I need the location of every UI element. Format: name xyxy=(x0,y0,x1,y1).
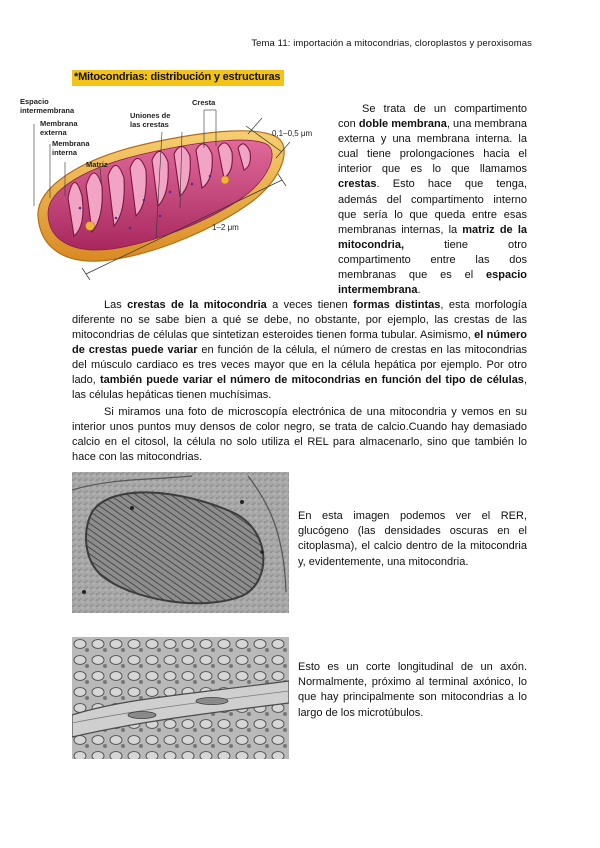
label-cresta: Cresta xyxy=(192,98,216,107)
intro-paragraph: Se trata de un compartimento con doble membrana, una membrana externa y una membrana interna. la cual tiene prolongaciones hacia el interior que es lo que llamamos crestas. Esto hace que tenga, además del compartimento interno que sería lo que queda entre esas membranas internas, la matriz de la mitocondria, tiene otro compartimento entre las dos membranas que es el espacio intermembrana. xyxy=(338,103,527,297)
label-scale-large: 1–2 μm xyxy=(212,223,239,232)
micrograph-mitochondrion xyxy=(72,472,289,613)
cristae-paragraph: Las crestas de la mitocondria a veces tienen formas distintas, esta morfología diferente no se sabe bien a qué se debe, no obstante, por ejemplo, las crestas de las mitocondrias de células que sintetizan esteroides tienen forma tubular. Asimismo, el número de crestas puede variar en función de la célula, el número de crestas en las mitocondrias del músculo cardiaco es tres veces mayor que en la célula hepática por ejemplo. Por otro lado, también puede variar el número de mitocondrias en función del tipo de células, las células hepáticas tienen muchísimas. xyxy=(72,299,527,401)
page-header: Tema 11: importación a mitocondrias, cloroplastos y peroxisomas xyxy=(251,38,532,49)
label-uniones-2: las crestas xyxy=(130,120,169,129)
label-externa-2: externa xyxy=(40,128,67,137)
label-interna-1: Membrana xyxy=(52,139,90,148)
caption-micrograph-2: Esto es un corte longitudinal de un axón. Normalmente, próximo al terminal axónico, lo que hay principalmente son mitocondrias a lo largo de los microtúbulos. xyxy=(298,661,527,719)
label-espacio-1: Espacio xyxy=(20,97,49,106)
mitochondrion-diagram xyxy=(20,88,340,300)
label-interna-2: interna xyxy=(52,148,78,157)
label-uniones-1: Uniones de xyxy=(130,111,171,120)
label-espacio-2: intermembrana xyxy=(20,106,75,115)
label-scale-small: 0,1–0,5 μm xyxy=(272,129,313,138)
label-externa-1: Membrana xyxy=(40,119,78,128)
calcium-paragraph: Si miramos una foto de microscopía electrónica de una mitocondria y vemos en su interior unos puntos muy densos de color negro, se trata de calcio.Cuando hay demasiado calcio en el citosol, la célula no solo utiliza el REL para almacenarlo, sino que también lo hace con las mitocondrias. xyxy=(72,406,527,463)
label-matriz: Matriz xyxy=(86,160,108,169)
micrograph-axon xyxy=(72,637,289,759)
caption-micrograph-1: En esta imagen podemos ver el RER, glucógeno (las densidades oscuras en el citoplasma), el calcio dentro de la mitocondria y, evidentemente, una mitocondria. xyxy=(298,510,527,568)
section-title: *Mitocondrias: distribución y estructuras xyxy=(72,70,284,86)
